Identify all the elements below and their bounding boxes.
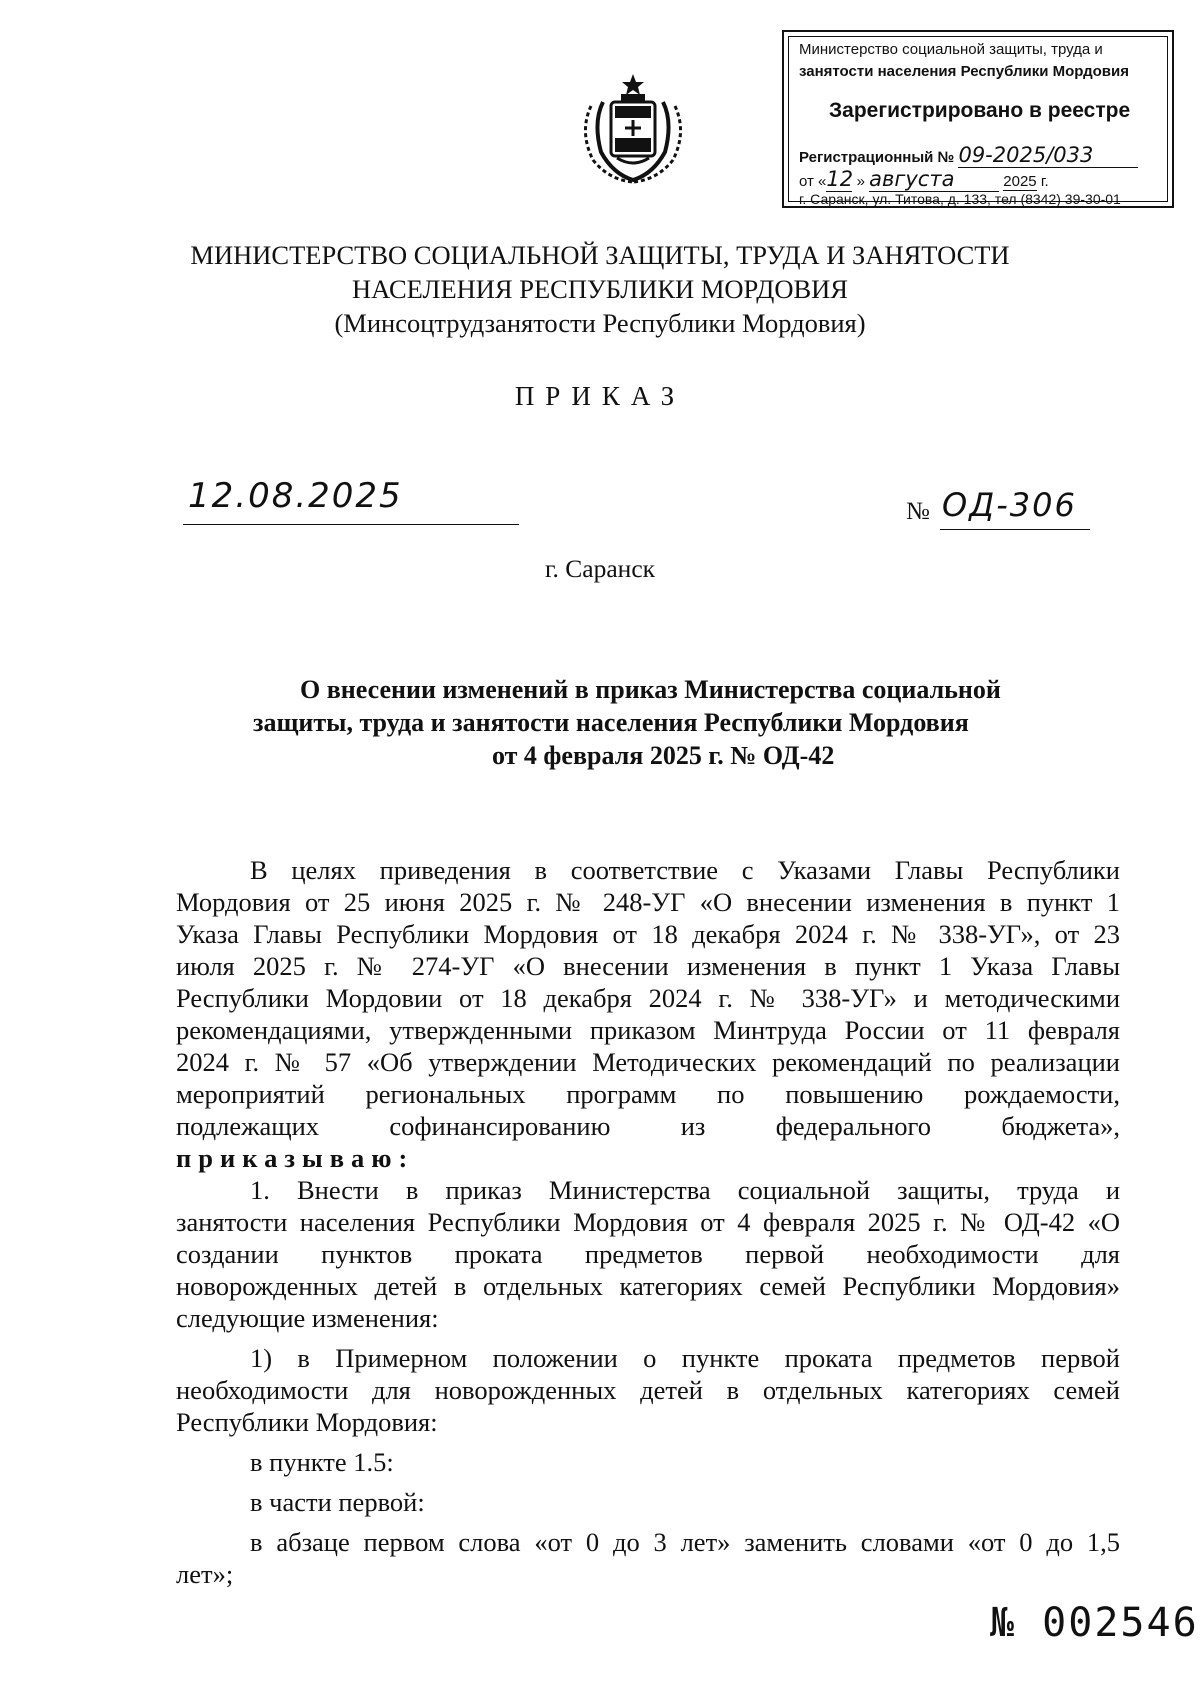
body-line: Мордовия от 25 июня 2025 г. № 248-УГ «О внесении изменения в пункт 1 (176, 887, 1120, 917)
stamp-inner-border (788, 36, 1168, 207)
body-line: в пункте 1.5: (250, 1447, 394, 1477)
stamp-ministry-line1: Министерство социальной защиты, труда и (799, 41, 1103, 58)
stamp-ministry-line2: занятости населения Республики Мордовия (799, 63, 1129, 80)
document-number: ОД-306 (942, 486, 1077, 524)
body-line: Указа Главы Республики Мордовия от 18 декабря 2024 г. № 338-УГ», от 23 (176, 919, 1120, 949)
body-line: новорожденных детей в отдельных категориях семей Республики Мордовия» (176, 1271, 1120, 1301)
ministry-name-line2: НАСЕЛЕНИЯ РЕСПУБЛИКИ МОРДОВИЯ (352, 274, 848, 304)
body-line: 1) в Примерном положении о пункте проката предметов первой (250, 1343, 1120, 1373)
title-line2: защиты, труда и занятости населения Республики Мордовия (253, 708, 969, 737)
document-date: 12.08.2025 (188, 476, 403, 516)
stamp-year-suffix: г. (1040, 173, 1049, 190)
body-line: подлежащих софинансированию из федерального бюджета», (176, 1111, 1120, 1141)
body-line: следующие изменения: (176, 1303, 439, 1333)
stamp-reg-label: Регистрационный № (799, 149, 955, 166)
stamp-date-row (799, 167, 1049, 192)
body-line: рекомендациями, утвержденными приказом Минтруда России от 11 февраля (176, 1015, 1120, 1045)
body-line: Республики Мордовия: (176, 1407, 438, 1437)
number-underline (940, 529, 1090, 530)
ministry-short-name: (Минсоцтрудзанятости Республики Мордовия) (334, 308, 866, 338)
city: г. Саранск (544, 554, 656, 583)
body-line: мероприятий региональных программ по повышению рождаемости, (176, 1079, 1120, 1109)
stamp-from-prefix: от « (799, 173, 827, 190)
form-serial-number: № 002546 (990, 1600, 1199, 1646)
body-line: 2024 г. № 57 «Об утверждении Методических рекомендаций по реализации (176, 1047, 1120, 1077)
body-line: 1. Внести в приказ Министерства социальной защиты, труда и (250, 1175, 1120, 1205)
title-line3: от 4 февраля 2025 г. № ОД-42 (492, 741, 835, 770)
body-line: в части первой: (250, 1487, 425, 1517)
stamp-address: г. Саранск, ул. Титова, д. 133, тел (8342) 39-30-01 (799, 191, 1121, 207)
stamp-from-mid: » (856, 173, 865, 190)
registration-stamp (782, 30, 1174, 208)
body-line: занятости населения Республики Мордовия от 4 февраля 2025 г. № ОД-42 «О (176, 1207, 1120, 1237)
body-line: создании пунктов проката предметов первой необходимости для (176, 1239, 1120, 1269)
ministry-name-line1: МИНИСТЕРСТВО СОЦИАЛЬНОЙ ЗАЩИТЫ, ТРУДА И ЗАНЯТОСТИ (190, 240, 1010, 270)
stamp-day: 12 (826, 167, 854, 191)
body-line: необходимости для новорожденных детей в отдельных категориях семей (176, 1375, 1120, 1405)
date-underline (183, 524, 519, 525)
stamp-registered-text: Зарегистрировано в реестре (829, 99, 1131, 122)
body-line: В целях приведения в соответствие с Указами Главы Республики (250, 855, 1120, 885)
body-line: Республики Мордовии от 18 декабря 2024 г. № 338-УГ» и методическими (176, 983, 1120, 1013)
stamp-year: 2025 (1003, 173, 1037, 190)
stamp-reg-number-row (799, 143, 1138, 168)
body-line: в абзаце первом слова «от 0 до 3 лет» заменить словами «от 0 до 1,5 (250, 1527, 1120, 1557)
order-word: приказываю: (176, 1143, 415, 1173)
number-sign: № (906, 498, 930, 525)
document-type: ПРИКАЗ (514, 381, 686, 411)
title-line1: О внесении изменений в приказ Министерства социальной (300, 675, 1001, 704)
stamp-month: августа (869, 167, 999, 192)
body-line: июля 2025 г. № 274-УГ «О внесении изменения в пункт 1 Указа Главы (176, 951, 1120, 981)
body-line: лет»; (176, 1559, 234, 1589)
stamp-reg-number: 09-2025/033 (958, 143, 1138, 168)
coat-of-arms-emblem (573, 72, 693, 184)
